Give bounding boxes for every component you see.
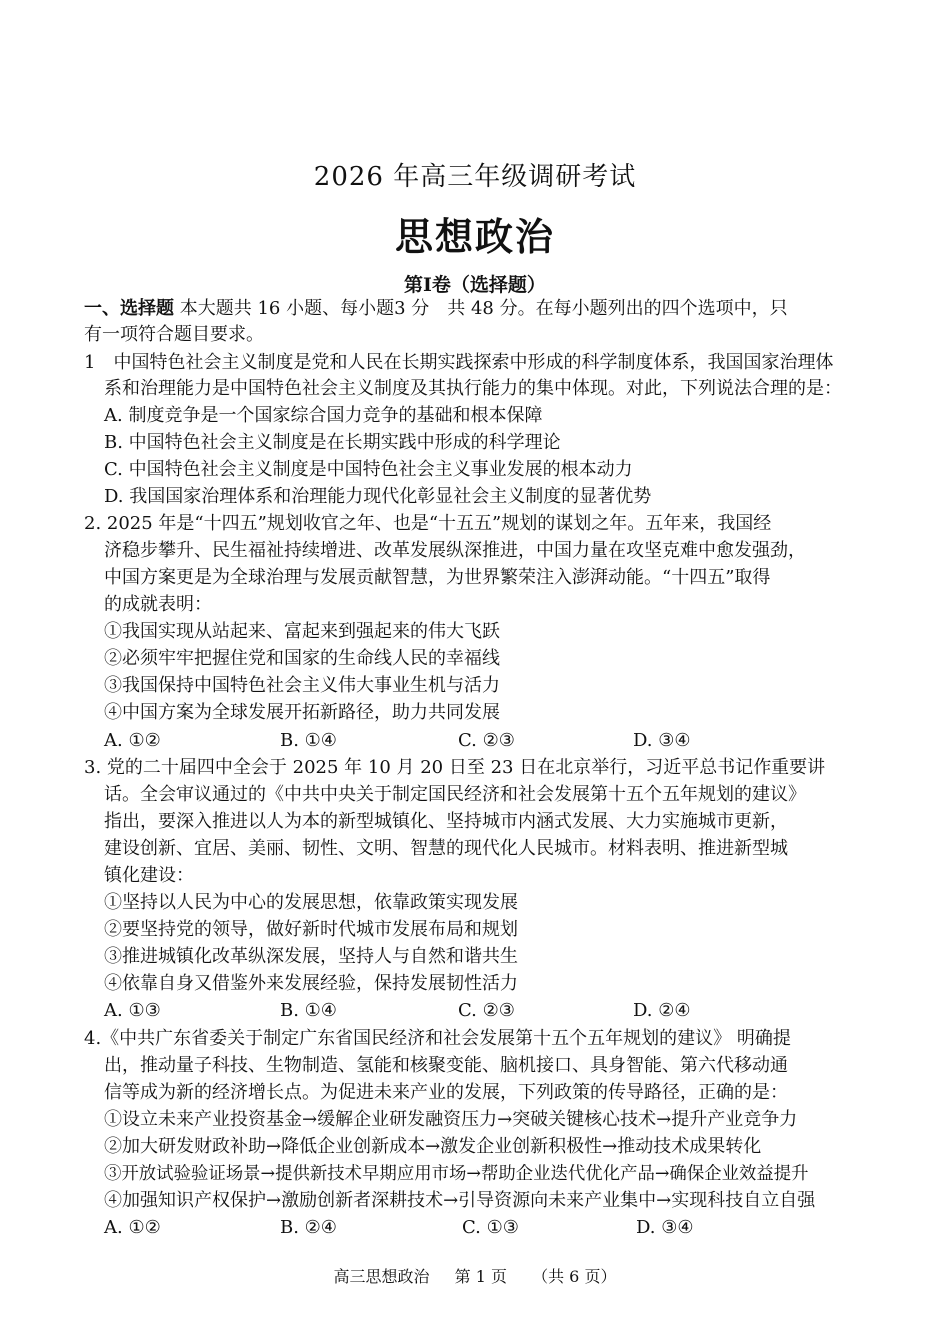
question-3-item-2: ②要坚持党的领导，做好新时代城市发展布局和规划 (104, 919, 518, 940)
question-2-stem: 济稳步攀升、民生福祉持续增进、改革发展纵深推进，中国力量在攻坚克难中愈发强劲， (104, 540, 806, 561)
question-4-choice-d: D. ③④ (636, 1217, 694, 1238)
question-3-item-4: ④依靠自身又借鉴外来发展经验，保持发展韧性活力 (104, 973, 518, 994)
question-4-stem: 4.《中共广东省委关于制定广东省国民经济和社会发展第十五个五年规划的建议》 明确提 (84, 1028, 791, 1049)
question-3-choice-b: B. ①④ (280, 1000, 337, 1021)
footer-page-number: 第 1 页 (454, 1267, 507, 1286)
section-instruction (84, 296, 788, 322)
question-1-option-b: B. 中国特色社会主义制度是在长期实践中形成的科学理论 (104, 432, 561, 453)
page-footer (0, 1264, 950, 1287)
question-2-choice-a: A. ①② (104, 730, 161, 751)
question-2-choice-d: D. ③④ (633, 730, 691, 751)
section-instruction-text: 本大题共 16 小题、每小题3 分 共 48 分。在每小题列出的四个选项中，只 (179, 298, 788, 319)
question-4-stem: 信等成为新的经济增长点。为促进未来产业的发展，下列政策的传导路径，正确的是： (104, 1082, 788, 1103)
subject-title: 思想政治 (394, 214, 555, 259)
question-4-item-2: ②加大研发财政补助→降低企业创新成本→激发企业创新积极性→推动技术成果转化 (104, 1136, 762, 1157)
question-4-item-3: ③开放试验验证场景→提供新技术早期应用市场→帮助企业迭代优化产品→确保企业效益提升 (104, 1164, 809, 1184)
question-3-stem: 3. 党的二十届四中全会于 2025 年 10 月 20 日至 23 日在北京举行，习近平总书记作重要讲 (84, 757, 826, 778)
question-1-option-d: D. 我国国家治理体系和治理能力现代化彰显社会主义制度的显著优势 (104, 486, 652, 507)
question-4-choice-b: B. ②④ (280, 1217, 337, 1238)
question-3-stem: 镇化建设： (104, 865, 194, 886)
question-1-option-a: A. 制度竞争是一个国家综合国力竞争的基础和根本保障 (104, 405, 543, 426)
question-4-item-1: ①设立未来产业投资基金→缓解企业研发融资压力→突破关键核心技术→提升产业竞争力 (104, 1109, 798, 1130)
question-3-choice-a: A. ①③ (104, 1000, 161, 1021)
question-2-stem: 中国方案更是为全球治理与发展贡献智慧，为世界繁荣注入澎湃动能。“十四五”取得 (104, 567, 771, 588)
question-1-stem: 系和治理能力是中国特色社会主义制度及其执行能力的集中体现。对此，下列说法合理的是： (104, 378, 842, 399)
exam-title: 2026 年高三年级调研考试 (313, 162, 637, 192)
question-1-stem: 1 中国特色社会主义制度是党和人民在长期实践探索中形成的科学制度体系，我国国家治理体 (84, 352, 834, 373)
footer-total-pages: （共 6 页） (532, 1267, 617, 1286)
question-2-item-1: ①我国实现从站起来、富起来到强起来的伟大飞跃 (104, 621, 500, 642)
question-4-choice-c: C. ①③ (462, 1217, 519, 1238)
question-2-choice-c: C. ②③ (458, 730, 515, 751)
question-2-stem: 2. 2025 年是“十四五”规划收官之年、也是“十五五”规划的谋划之年。五年来，我国经 (84, 513, 772, 534)
question-3-stem: 指出，要深入推进以人为本的新型城镇化、坚持城市内涵式发展、大力实施城市更新， (104, 811, 788, 832)
volume-title: 第Ⅰ卷（选择题） (404, 274, 546, 296)
section-instruction-cont: 有一项符合题目要求。 (84, 324, 264, 345)
question-2-item-3: ③我国保持中国特色社会主义伟大事业生机与活力 (104, 675, 500, 696)
footer-subject: 高三思想政治 (333, 1267, 430, 1286)
question-3-choice-d: D. ②④ (633, 1000, 691, 1021)
question-2-item-4: ④中国方案为全球发展开拓新路径，助力共同发展 (104, 702, 500, 723)
question-3-choice-c: C. ②③ (458, 1000, 515, 1021)
question-3-stem: 建设创新、宜居、美丽、韧性、文明、智慧的现代化人民城市。材料表明、推进新型城 (104, 838, 788, 859)
question-1-option-c: C. 中国特色社会主义制度是中国特色社会主义事业发展的根本动力 (104, 459, 633, 480)
question-4-choice-a: A. ①② (104, 1217, 161, 1238)
question-3-item-1: ①坚持以人民为中心的发展思想，依靠政策实现发展 (104, 892, 518, 913)
question-2-choice-b: B. ①④ (280, 730, 337, 751)
question-2-stem: 的成就表明： (104, 594, 212, 615)
section-label: 一、选择题 (84, 298, 174, 319)
question-3-stem: 话。全会审议通过的《中共中央关于制定国民经济和社会发展第十五个五年规划的建议》 (104, 784, 806, 805)
question-4-stem: 出，推动量子科技、生物制造、氢能和核聚变能、脑机接口、具身智能、第六代移动通 (104, 1055, 788, 1076)
question-2-item-2: ②必须牢牢把握住党和国家的生命线人民的幸福线 (104, 648, 500, 669)
question-4-item-4: ④加强知识产权保护→激励创新者深耕技术→引导资源向未来产业集中→实现科技自立自强 (104, 1190, 816, 1211)
question-3-item-3: ③推进城镇化改革纵深发展，坚持人与自然和谐共生 (104, 946, 518, 967)
